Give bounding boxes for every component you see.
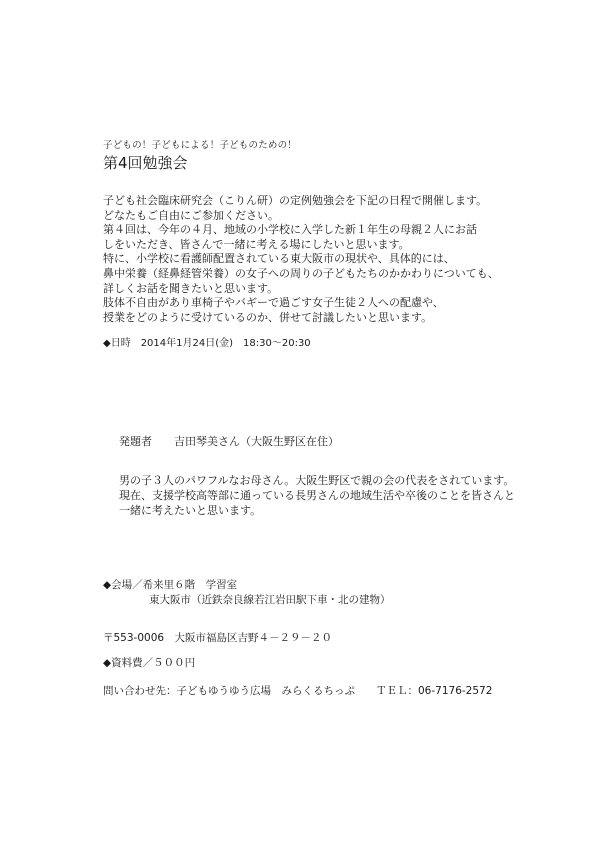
intro-line: 特に、小学校に看護師配置されている東大阪市の現状や、具体的には、 bbox=[103, 252, 455, 266]
venue-name: ◆会場／希来里６階 学習室 bbox=[103, 579, 238, 591]
intro-line: 詳しくお話を聞きたいと思います。 bbox=[103, 281, 279, 295]
description-line: 男の子３人のパワフルなお母さん。大阪生野区で親の会の代表をされています。 bbox=[119, 474, 515, 487]
presenter-info: 発題者 吉田琴美さん（大阪生野区在住） bbox=[119, 435, 339, 448]
intro-line: 第４回は、今年の４月、地域の小学校に入学した新１年生の母親２人にお話 bbox=[103, 223, 477, 237]
intro-line: どなたもご自由にご参加ください。 bbox=[103, 208, 279, 222]
page-title: 第4回勉強会 bbox=[103, 154, 188, 172]
presenter-description bbox=[119, 473, 515, 519]
event-datetime: ◆日時 2014年1月24日(金) 18:30〜20:30 bbox=[103, 338, 311, 349]
intro-paragraph bbox=[103, 194, 499, 325]
venue-info bbox=[103, 578, 391, 608]
intro-line: 授業をどのように受けているのか、併せて討議したいと思います。 bbox=[103, 310, 433, 324]
venue-access: 東大阪市（近鉄奈良線若江岩田駅下車・北の建物） bbox=[149, 594, 391, 606]
intro-line: 肢体不自由があり車椅子やバギーで過ごす女子生徒２人への配慮や、 bbox=[103, 296, 444, 310]
event-tagline: 子どもの！子どもによる！子どものための！ bbox=[103, 140, 298, 151]
material-fee: ◆資料費／５００円 bbox=[103, 657, 196, 669]
description-line: 一緒に考えたいと思います。 bbox=[119, 504, 262, 518]
intro-line: 子ども社会臨床研究会（こりん研）の定例勉強会を下記の日程で開催します。 bbox=[103, 194, 488, 207]
intro-line: しをいただき、皆さんで一緒に考える場にしたいと思います。 bbox=[103, 237, 410, 251]
contact-info: 問い合わせ先：子どもゆうゆう広場 みらくるちっぷ ＴＥＬ：06-7176-2572 bbox=[103, 685, 493, 697]
description-line: 現在、支援学校高等部に通っている長男さんの地域生活や卒後のことを皆さんと bbox=[119, 489, 515, 503]
intro-line: 鼻中栄養（経鼻経管栄養）の女子への周りの子どもたちのかかわりについても、 bbox=[103, 266, 499, 280]
postal-address: 〒553-0006 大阪市福島区吉野４－２９－２０ bbox=[103, 632, 333, 644]
